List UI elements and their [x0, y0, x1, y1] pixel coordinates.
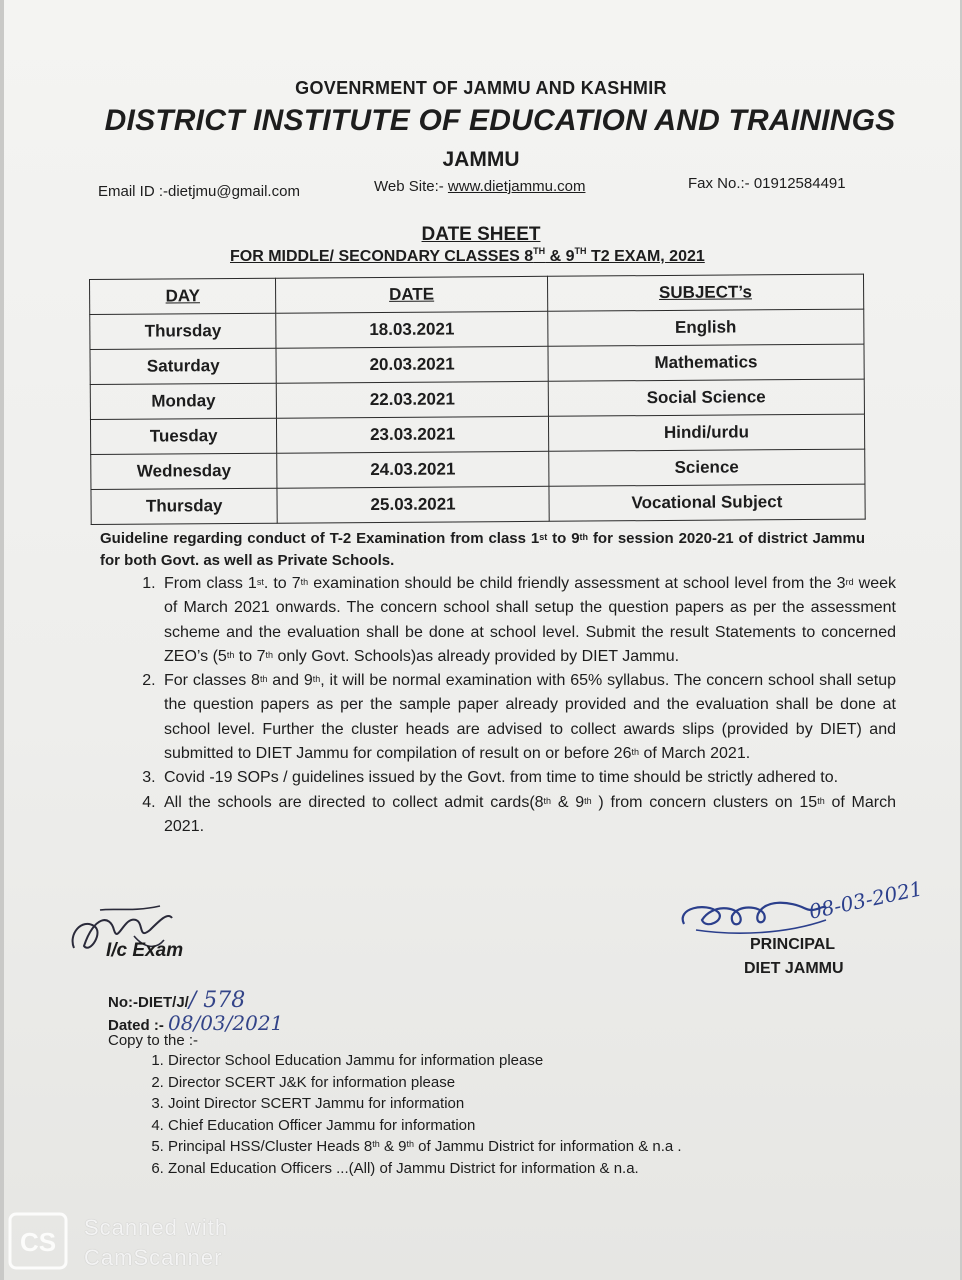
list-item: 3. Joint Director SCERT Jammu for information: [168, 1093, 682, 1115]
subject-cell: Social Science: [548, 379, 865, 416]
subject-cell: English: [547, 309, 864, 346]
camscanner-logo: [8, 1212, 68, 1270]
list-item: 2. Director SCERT J&K for information please: [168, 1072, 682, 1094]
day-cell: Tuesday: [90, 418, 276, 454]
day-cell: Wednesday: [91, 453, 277, 489]
list-item: 1. Director School Education Jammu for information please: [168, 1050, 682, 1072]
reference-number: No:-DIET/J// 578: [108, 988, 246, 1013]
subject-cell: Vocational Subject: [549, 484, 866, 521]
list-item: 4. All the schools are directed to collect admit cards(8th & 9th ) from concern clusters on 15th of March 2021.: [160, 791, 896, 840]
datesheet-subtitle: FOR MIDDLE/ SECONDARY CLASSES 8TH & 9TH T2 EXAM, 2021: [230, 246, 705, 265]
day-cell: Thursday: [90, 313, 276, 349]
government-heading: GOVENRMENT OF JAMMU AND KASHMIR: [295, 78, 667, 98]
column-header-subject: SUBJECT’s: [547, 274, 864, 311]
table-row: [90, 414, 864, 454]
column-header-day: DAY: [90, 278, 276, 314]
date-cell: 22.03.2021: [276, 381, 548, 418]
day-cell: Thursday: [91, 488, 277, 524]
table-header-row: [90, 274, 864, 314]
date-cell: 25.03.2021: [277, 486, 549, 523]
principal-signature-date: 08-03-2021: [806, 876, 925, 924]
list-item: 6. Zonal Education Officers ...(All) of Jammu District for information & n.a.: [168, 1158, 682, 1180]
datesheet-title: DATE SHEET: [421, 224, 541, 245]
subject-cell: Mathematics: [548, 344, 865, 381]
reference-number-handwritten: / 578: [188, 988, 246, 1013]
day-cell: Monday: [90, 383, 276, 419]
website-label: Web Site:-: [374, 178, 448, 195]
table-row: [91, 449, 865, 489]
copy-list: [138, 1050, 682, 1179]
diet-jammu-label: DIET JAMMU: [744, 960, 844, 977]
datesheet-table: [89, 274, 866, 525]
date-cell: 23.03.2021: [277, 416, 549, 453]
table-row: [90, 379, 864, 419]
column-header-date: DATE: [276, 276, 548, 313]
table-row: [90, 344, 864, 384]
city-heading: JAMMU: [442, 148, 520, 171]
day-cell: Saturday: [90, 348, 276, 384]
website-contact: [374, 178, 585, 195]
list-item: 5. Principal HSS/Cluster Heads 8th & 9th of Jammu District for information & n.a .: [168, 1136, 682, 1158]
camscanner-watermark: Scanned with CamScanner: [84, 1215, 229, 1270]
date-cell: 18.03.2021: [276, 311, 548, 348]
list-item: 2. For classes 8th and 9th, it will be normal examination with 65% syllabus. The concern school shall setup the question papers as per the sample paper already provided and the evaluation shall be done at school level. Further the cluster heads are advised to collect awards slips (provided by DIET) and submitted to DIET Jammu for compilation of result on or before 26th of March 2021.: [160, 669, 896, 766]
list-item: 1. From class 1st. to 7th examination should be child friendly assessment at school level from the 3rd week of March 2021 onwards. The concern school shall setup the question papers as per the assessment scheme and the evaluation shall be done at school level. Submit the result Statements to concerned ZEO’s (5th to 7th only Govt. Schools)as already provided by DIET Jammu.: [160, 572, 896, 669]
copy-to-label: Copy to the :-: [108, 1032, 199, 1049]
date-cell: 24.03.2021: [277, 451, 549, 488]
camscanner-logo-text: CS: [19, 1227, 57, 1257]
table-row: [90, 309, 864, 349]
reference-date: Dated :- 08/03/2021: [108, 1011, 284, 1035]
guideline-heading: Guideline regarding conduct of T-2 Examination from class 1st to 9th for session 2020-21 of district Jammu for both Govt. as well as Private Schools.: [100, 530, 866, 569]
list-item: 4. Chief Education Officer Jammu for information: [168, 1115, 682, 1137]
table-row: [91, 484, 865, 524]
fax-contact: Fax No.:- 01912584491: [688, 175, 846, 192]
list-item: 3. Covid -19 SOPs / guidelines issued by the Govt. from time to time should be strictly adhered to.: [160, 766, 896, 790]
guideline-list: [130, 572, 896, 839]
reference-date-handwritten: 08/03/2021: [168, 1011, 284, 1035]
institute-title: DISTRICT INSTITUTE OF EDUCATION AND TRAININGS: [104, 104, 896, 137]
website-link: www.dietjammu.com: [447, 178, 586, 195]
exam-incharge-label: I/c Exam: [106, 940, 184, 961]
email-contact: Email ID :-dietjmu@gmail.com: [98, 183, 300, 200]
principal-label: PRINCIPAL: [750, 936, 836, 953]
subject-cell: Hindi/urdu: [548, 414, 865, 451]
subject-cell: Science: [548, 449, 865, 486]
date-cell: 20.03.2021: [276, 346, 548, 383]
